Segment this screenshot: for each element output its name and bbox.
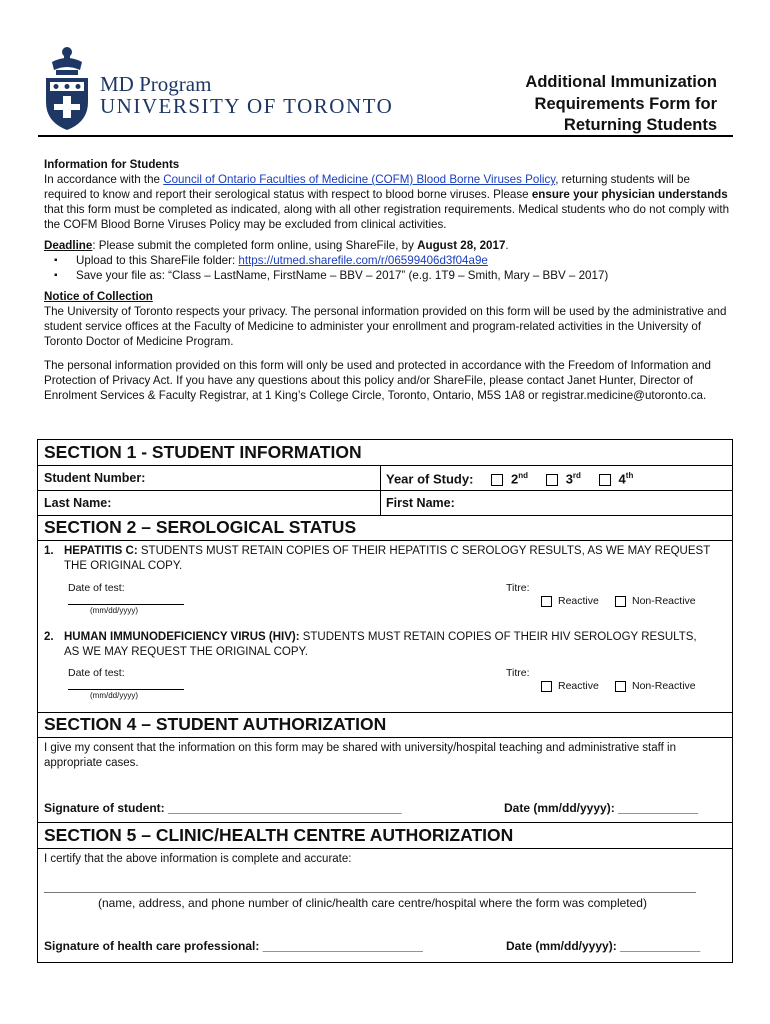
hiv-date-field[interactable] <box>68 689 184 690</box>
year-2-checkbox[interactable] <box>491 474 503 486</box>
year-4-checkbox[interactable] <box>599 474 611 486</box>
form-table <box>37 439 733 963</box>
university-logo <box>42 44 402 134</box>
hepc-nonreactive-option[interactable]: Non-Reactive <box>615 595 696 607</box>
hiv-date-format: (mm/dd/yyyy) <box>90 691 138 700</box>
hiv-nonreactive-option[interactable]: Non-Reactive <box>615 680 696 692</box>
list-item: ▪ Upload to this ShareFile folder: https://utmed.sharefile.com/r/06599406d3f04a9e <box>76 253 734 268</box>
hepc-date-format: (mm/dd/yyyy) <box>90 606 138 615</box>
hepc-date-field[interactable] <box>68 604 184 605</box>
clinic-info-field[interactable] <box>44 892 696 893</box>
crest-icon <box>42 44 92 132</box>
section2-title: SECTION 2 – SEROLOGICAL STATUS <box>44 517 357 537</box>
university-name: UNIVERSITY OF TORONTO <box>100 94 394 118</box>
checkbox[interactable] <box>541 596 552 607</box>
section4-title: SECTION 4 – STUDENT AUTHORIZATION <box>44 714 387 734</box>
notice-paragraph-1: The University of Toronto respects your privacy. The personal information provided on this form will be used by the administrative and student service offices at the Faculty of Medicine to administer your enrollment and program-related activities in the University of Toronto Doctor of Medicine Program. <box>44 305 727 348</box>
professional-signature-field[interactable]: Signature of health care professional: ________________________ <box>44 939 423 953</box>
program-name: MD Program <box>100 72 212 96</box>
hiv-item: 2. HUMAN IMMUNODEFICIENCY VIRUS (HIV): STUDENTS MUST RETAIN COPIES OF THEIR HIV SEROLOGY RESULTS, AS WE MAY REQUEST THE ORIGINAL COPY. <box>44 631 697 658</box>
consent-text: I give my consent that the information on this form may be shared with university/hospital teaching and administrative staff in appropriate cases. <box>44 742 676 769</box>
header-divider <box>38 135 733 137</box>
first-name-label: First Name: <box>386 496 455 510</box>
year-3-checkbox[interactable] <box>546 474 558 486</box>
certify-text: I certify that the above information is complete and accurate: <box>44 853 352 865</box>
submission-instructions <box>44 253 734 283</box>
sharefile-link[interactable]: https://utmed.sharefile.com/r/06599406d3f04a9e <box>238 254 488 267</box>
year-of-study: Year of Study: 2nd 3rd 4th <box>386 471 634 487</box>
info-heading: Information for Students <box>44 158 180 171</box>
info-paragraph: In accordance with the Council of Ontario Faculties of Medicine (COFM) Blood Borne Viruses Policy, returning students will be required to know and report their serological status with respect to blood borne viruses. Please ensure your physician understands that this form must be completed as indicated, along with all other registration requirements. Medical students who do not comply with the COFM Blood Borne Viruses Policy may be excluded from clinical activities. <box>44 173 730 231</box>
checkbox[interactable] <box>615 681 626 692</box>
section5-title: SECTION 5 – CLINIC/HEALTH CENTRE AUTHORIZATION <box>44 825 514 845</box>
hiv-reactive-option[interactable]: Reactive <box>541 680 599 692</box>
last-name-label: Last Name: <box>44 496 112 510</box>
hiv-titre-label: Titre: <box>506 667 530 679</box>
information-block <box>44 157 734 403</box>
cofm-policy-link[interactable]: Council of Ontario Faculties of Medicine (COFM) Blood Borne Viruses Policy <box>163 173 556 186</box>
hepatitis-c-item: 1. HEPATITIS C: STUDENTS MUST RETAIN COPIES OF THEIR HEPATITIS C SEROLOGY RESULTS, AS WE MAY REQUEST THE ORIGINAL COPY. <box>44 545 711 572</box>
notice-heading: Notice of Collection <box>44 290 153 303</box>
hepc-reactive-option[interactable]: Reactive <box>541 595 599 607</box>
student-date-field[interactable]: Date (mm/dd/yyyy): ____________ <box>504 801 699 815</box>
deadline-paragraph: Deadline: Please submit the completed form online, using ShareFile, by August 28, 2017. <box>44 239 509 252</box>
section1-title: SECTION 1 - STUDENT INFORMATION <box>44 442 362 462</box>
clinic-info-caption: (name, address, and phone number of clinic/health care centre/hospital where the form was completed) <box>98 896 647 910</box>
notice-paragraph-2: The personal information provided on this form will only be used and protected in accordance with the Freedom of Information and Protection of Privacy Act. If you have any questions about this policy and/or ShareFile, please contact Janet Hunter, Director of Enrolment Services & Faculty Registrar, at 1 King’s College Circle, Toronto, Ontario, M5S 1A8 or registrar.medicine@utoronto.ca. <box>44 359 712 402</box>
student-signature-field[interactable]: Signature of student: ___________________________________ <box>44 801 402 815</box>
form-title: Additional Immunization Requirements Form for Returning Students <box>525 73 717 134</box>
hepc-titre-label: Titre: <box>506 582 530 594</box>
list-item: ▪ Save your file as: “Class – LastName, FirstName – BBV – 2017” (e.g. 1T9 – Smith, Mary – BBV – 2017) <box>76 268 734 283</box>
hepc-date-label: Date of test: <box>68 582 125 594</box>
student-number-label: Student Number: <box>44 471 146 485</box>
checkbox[interactable] <box>541 681 552 692</box>
professional-date-field[interactable]: Date (mm/dd/yyyy): ____________ <box>506 939 701 953</box>
checkbox[interactable] <box>615 596 626 607</box>
hiv-date-label: Date of test: <box>68 667 125 679</box>
